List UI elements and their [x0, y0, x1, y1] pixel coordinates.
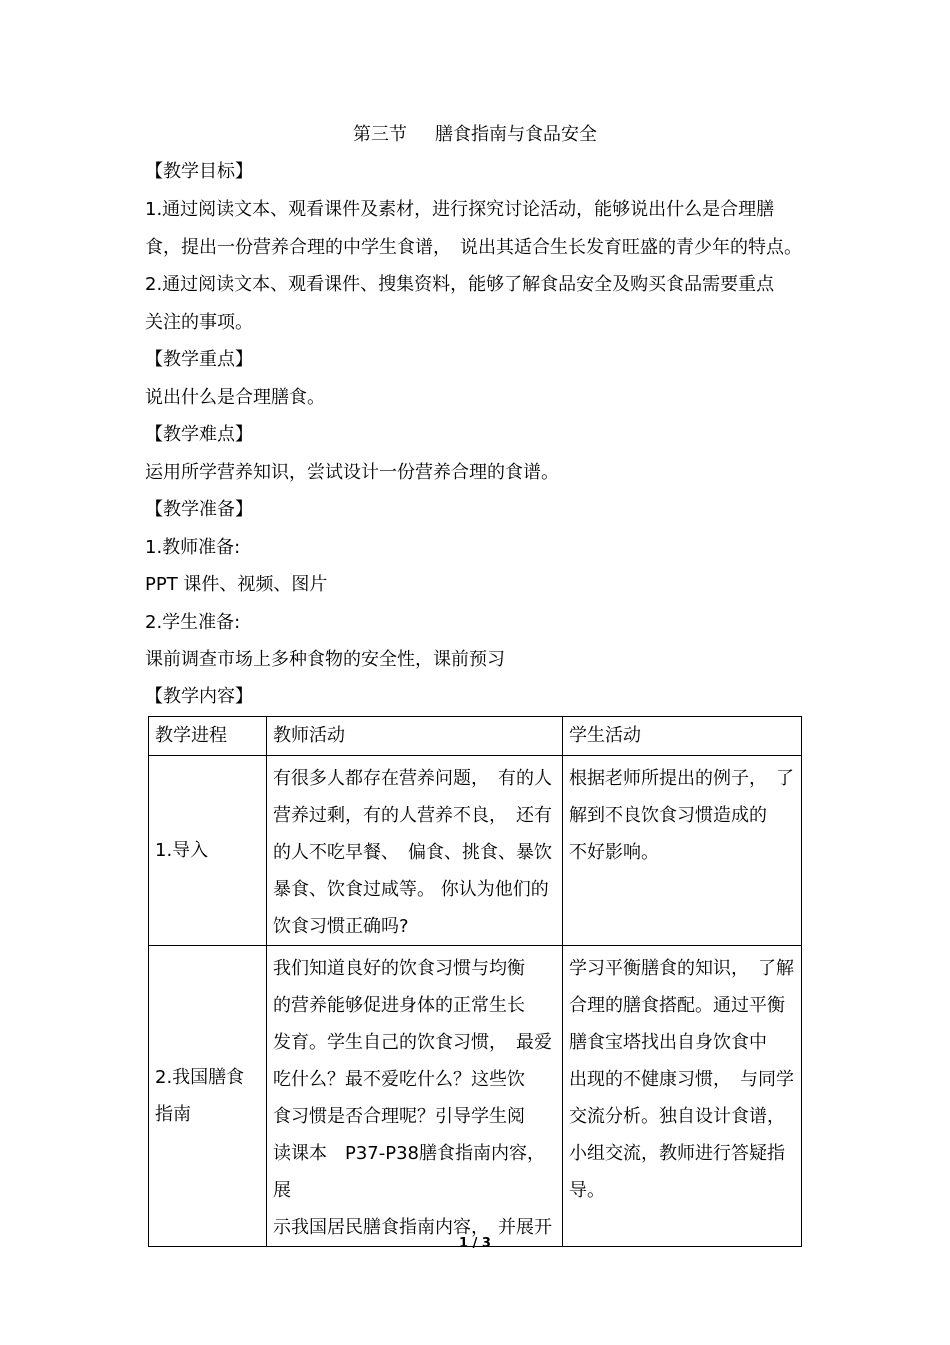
- student-activity-cell: 根据老师所提出的例子， 了 解到不良饮食习惯造成的 不好影响。: [563, 756, 802, 946]
- stage-cell: 1.导入: [149, 756, 267, 946]
- content-heading: 【教学内容】: [145, 686, 253, 707]
- student-activity-cell: 学习平衡膳食的知识， 了解 合理的膳食搭配。通过平衡 膳食宝塔找出自身饮食中 出现的不健康习惯， 与同学 交流分析。独自设计食谱， 小组交流，教师进行答疑指 导。: [563, 946, 802, 1247]
- teacher-prep-label: 1.教师准备:: [145, 537, 241, 558]
- student-prep-text: 课前调查市场上多种食物的安全性，课前预习: [145, 649, 505, 670]
- difficulty-heading: 【教学难点】: [145, 424, 253, 445]
- section-title: [0, 122, 950, 148]
- section-name: 膳食指南与食品安全: [435, 124, 597, 145]
- objectives-heading: 【教学目标】: [145, 161, 253, 182]
- difficulty-text: 运用所学营养知识，尝试设计一份营养合理的食谱。: [145, 462, 559, 483]
- page-indicator: 1 / 3: [459, 1236, 491, 1251]
- teacher-activity-cell: 有很多人都存在营养问题， 有的人 营养过剩，有的人营养不良， 还有 的人不吃早餐、 偏食、挑食、暴饮 暴食、饮食过咸等。 你认为他们的 饮食习惯正确吗?: [267, 756, 563, 946]
- stage-cell: 2.我国膳食 指南: [149, 946, 267, 1247]
- table-row: [149, 946, 802, 1247]
- preparation-heading: 【教学准备】: [145, 499, 253, 520]
- key-point-heading: 【教学重点】: [145, 349, 253, 370]
- objective-line: 食，提出一份营养合理的中学生食谱， 说出其适合生长发育旺盛的青少年的特点。: [145, 237, 802, 258]
- table-row: [149, 756, 802, 946]
- objective-line: 2.通过阅读文本、观看课件、搜集资料，能够了解食品安全及购买食品需要重点: [145, 274, 775, 295]
- teacher-prep-text: PPT 课件、视频、图片: [145, 574, 328, 595]
- teacher-activity-cell: 我们知道良好的饮食习惯与均衡 的营养能够促进身体的正常生长 发育。学生自己的饮食习惯， 最爱 吃什么？最不爱吃什么？这些饮 食习惯是否合理呢？引导学生阅 读课本 P37-P38膳食指南内容， 展 示我国居民膳食指南内容， 并展开: [267, 946, 563, 1247]
- key-point-text: 说出什么是合理膳食。: [145, 387, 325, 408]
- table-header-row: [149, 717, 802, 756]
- header-cell: 学生活动: [563, 717, 802, 756]
- objective-line: 1.通过阅读文本、观看课件及素材，进行探究讨论活动，能够说出什么是合理膳: [145, 199, 775, 220]
- section-number: 第三节: [353, 124, 407, 145]
- student-prep-label: 2.学生准备:: [145, 612, 241, 633]
- header-cell: 教师活动: [267, 717, 563, 756]
- lesson-table: [148, 716, 802, 1247]
- header-cell: 教学进程: [149, 717, 267, 756]
- objective-line: 关注的事项。: [145, 312, 253, 333]
